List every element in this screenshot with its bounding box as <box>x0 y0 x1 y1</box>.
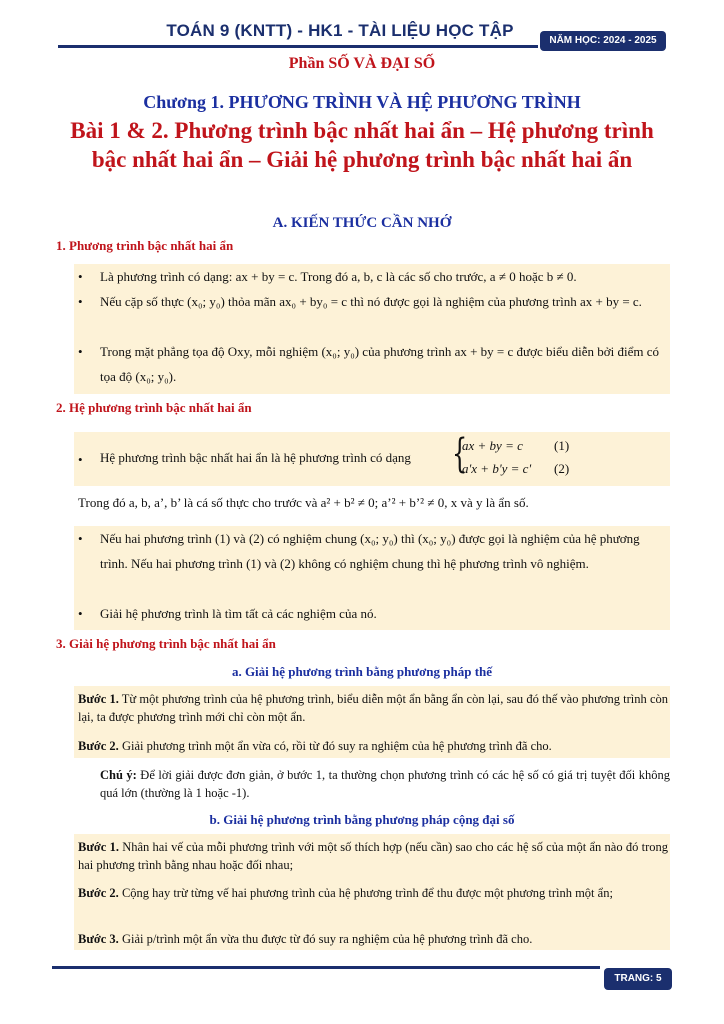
equation-system <box>452 431 662 478</box>
list-item: Trong mặt phẳng tọa độ Oxy, mỗi nghiệm (x₀; y₀) của phương trình ax + by = c được biểu diễn bởi điểm có tọa độ (x₀; y₀). <box>100 344 659 384</box>
note <box>100 766 670 802</box>
step-label: Bước 2. <box>78 886 119 900</box>
step-text: Từ một phương trình của hệ phương trình, biểu diễn một ẩn bằng ẩn còn lại, sau đó thế vào phương trình còn lại, ta được phương trình mới chỉ còn một ẩn. <box>78 692 668 724</box>
step-item <box>78 737 668 755</box>
school-year-badge: NĂM HỌC: 2024 - 2025 <box>540 31 666 51</box>
chapter-title: Chương 1. PHƯƠNG TRÌNH VÀ HỆ PHƯƠNG TRÌNH <box>143 92 581 112</box>
system-intro: Hệ phương trình bậc nhất hai ẩn là hệ phương trình có dạng <box>100 450 411 465</box>
equation-2: a'x + b'y = c' <box>462 461 532 476</box>
lesson-title: Bài 1 & 2. Phương trình bậc nhất hai ẩn – Hệ phương trình bậc nhất hai ẩn – Giải hệ phương trình bậc nhất hai ẩn <box>70 118 654 172</box>
step-label: Bước 1. <box>78 840 119 854</box>
header-title: TOÁN 9 (KNTT) - HK1 - TÀI LIỆU HỌC TẬP <box>166 21 514 40</box>
section-3-heading: 3. Giải hệ phương trình bậc nhất hai ẩn <box>56 636 276 651</box>
step-label: Bước 3. <box>78 932 119 946</box>
note-text: Để lời giải được đơn giản, ở bước 1, ta thường chọn phương trình có các hệ số có giá trị tuyệt đối không quá lớn (thường là 1 hoặc -1). <box>100 768 671 800</box>
brace-icon: { <box>452 431 468 477</box>
section-a-heading: A. KIẾN THỨC CẦN NHỚ <box>272 215 452 231</box>
step-item <box>78 930 668 948</box>
equation-2-number: (2) <box>554 461 570 476</box>
step-item <box>78 690 668 726</box>
section-1-box <box>74 264 670 394</box>
section-2-box <box>74 526 670 630</box>
system-where-text: Trong đó a, b, a’, b’ là cá số thực cho trước và a² + b² ≠ 0; a’² + b’² ≠ 0, x và y là ẩn số. <box>78 495 529 510</box>
list-item: Giải hệ phương trình là tìm tất cả các nghiệm của nó. <box>100 606 377 621</box>
bullet-icon: • <box>78 269 83 284</box>
bullet-icon: • <box>78 344 83 359</box>
section-2-heading: 2. Hệ phương trình bậc nhất hai ẩn <box>56 400 252 415</box>
step-item <box>78 838 668 874</box>
equation-1-number: (1) <box>554 438 570 453</box>
step-text: Giải phương trình một ẩn vừa có, rồi từ đó suy ra nghiệm của hệ phương trình đã cho. <box>118 739 552 753</box>
list-item: Nếu hai phương trình (1) và (2) có nghiệm chung (x₀; y₀) thì (x₀; y₀) được gọi là nghiệm của hệ phương trình. Nếu hai phương trình (1) và (2) không có nghiệm chung thì hệ phương trình vô nghiệm. <box>100 531 640 571</box>
note-label: Chú ý: <box>100 768 137 782</box>
bullet-icon: • <box>78 606 83 621</box>
page-number-badge: TRANG: 5 <box>604 968 672 990</box>
list-item: Là phương trình có dạng: ax + by = c. Trong đó a, b, c là các số cho trước, a ≠ 0 hoặc b ≠ 0. <box>100 269 577 284</box>
equation-1: ax + by = c <box>462 438 523 453</box>
bullet-icon: • <box>78 452 83 467</box>
bullet-icon: • <box>78 294 83 309</box>
step-text: Giải p/trình một ẩn vừa thu được từ đó suy ra nghiệm của hệ phương trình đã cho. <box>118 932 533 946</box>
part-title: Phần SỐ VÀ ĐẠI SỐ <box>288 55 436 72</box>
step-item <box>78 884 668 902</box>
bullet-icon: • <box>78 531 83 546</box>
footer-rule <box>52 966 600 969</box>
step-text: Nhân hai vế của mỗi phương trình với một số thích hợp (nếu cần) sao cho các hệ số của một ẩn nào đó trong hai phương trình bằng nhau hoặc đối nhau; <box>78 840 668 872</box>
method-addition-heading: b. Giải hệ phương trình bằng phương pháp cộng đại số <box>209 812 515 827</box>
substitution-steps-box <box>74 686 670 758</box>
step-label: Bước 2. <box>78 739 119 753</box>
header-rule <box>58 45 538 48</box>
method-substitution-heading: a. Giải hệ phương trình bằng phương pháp thế <box>231 664 493 679</box>
addition-steps-box <box>74 834 670 950</box>
section-1-heading: 1. Phương trình bậc nhất hai ẩn <box>56 238 234 253</box>
list-item: Nếu cặp số thực (x₀; y₀) thỏa mãn ax₀ + by₀ = c thì nó được gọi là nghiệm của phương trình ax + by = c. <box>100 294 642 309</box>
step-text: Cộng hay trừ từng vế hai phương trình của hệ phương trình để thu được một phương trình một ẩn; <box>118 886 613 900</box>
step-label: Bước 1. <box>78 692 119 706</box>
system-definition-box <box>74 432 670 486</box>
